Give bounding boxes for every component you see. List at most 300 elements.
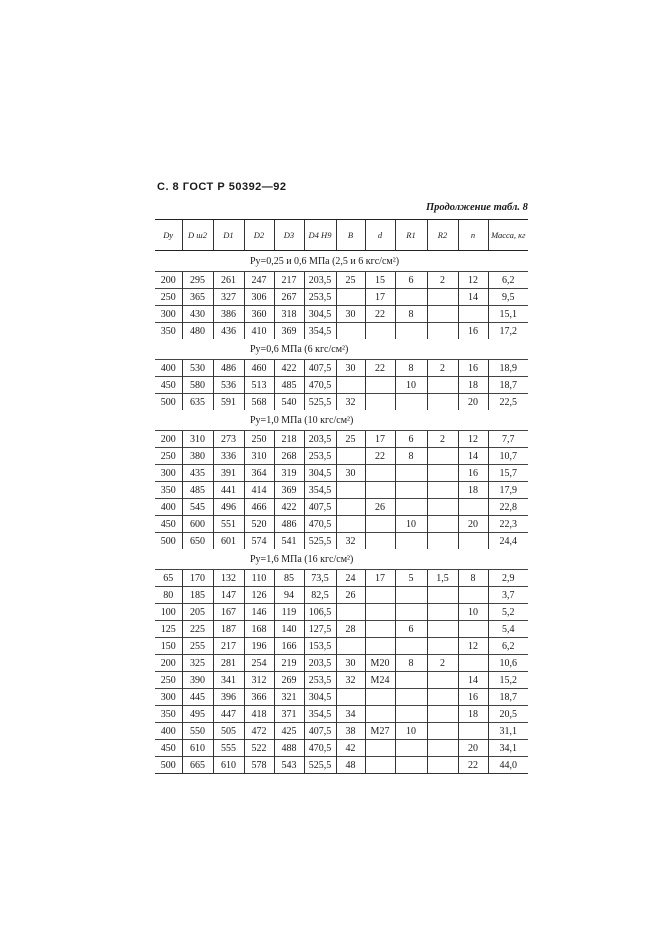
table-cell: 505 bbox=[213, 723, 244, 740]
table-cell: 150 bbox=[155, 638, 182, 655]
table-cell: 10,6 bbox=[488, 655, 528, 672]
table-row bbox=[155, 272, 528, 289]
table-cell: 269 bbox=[274, 672, 304, 689]
table-row bbox=[155, 360, 528, 377]
table-cell: 601 bbox=[213, 533, 244, 550]
table-cell bbox=[365, 757, 395, 774]
table-cell: 2 bbox=[427, 431, 458, 448]
table-row bbox=[155, 306, 528, 323]
table-cell: 495 bbox=[182, 706, 213, 723]
table-cell: 522 bbox=[244, 740, 274, 757]
table-cell: 574 bbox=[244, 533, 274, 550]
table-cell: 225 bbox=[182, 621, 213, 638]
table-cell: 32 bbox=[336, 533, 365, 550]
table-cell: 520 bbox=[244, 516, 274, 533]
table-cell: 14 bbox=[458, 672, 488, 689]
table-cell bbox=[427, 448, 458, 465]
table-cell: 450 bbox=[155, 740, 182, 757]
column-header: R1 bbox=[395, 220, 427, 251]
table-cell bbox=[336, 638, 365, 655]
table-cell: 132 bbox=[213, 570, 244, 587]
table-cell: 200 bbox=[155, 272, 182, 289]
table-cell: 6 bbox=[395, 272, 427, 289]
table-cell: 400 bbox=[155, 723, 182, 740]
table-cell: 295 bbox=[182, 272, 213, 289]
table-cell: 366 bbox=[244, 689, 274, 706]
table-cell: 9,5 bbox=[488, 289, 528, 306]
table-cell: 422 bbox=[274, 499, 304, 516]
table-cell bbox=[336, 689, 365, 706]
table-cell: 5,4 bbox=[488, 621, 528, 638]
table-cell: 568 bbox=[244, 394, 274, 411]
table-row bbox=[155, 533, 528, 550]
table-cell: 350 bbox=[155, 323, 182, 340]
table-cell bbox=[336, 499, 365, 516]
table-cell: 110 bbox=[244, 570, 274, 587]
table-cell: 488 bbox=[274, 740, 304, 757]
table-row bbox=[155, 723, 528, 740]
table-row bbox=[155, 377, 528, 394]
column-header: D2 bbox=[244, 220, 274, 251]
table-cell: 407,5 bbox=[304, 360, 336, 377]
table-continuation-label: Продолжение табл. 8 bbox=[426, 202, 528, 213]
table-cell: 18 bbox=[458, 377, 488, 394]
table-cell: 551 bbox=[213, 516, 244, 533]
table-cell: 578 bbox=[244, 757, 274, 774]
table-row bbox=[155, 757, 528, 774]
table-cell: 167 bbox=[213, 604, 244, 621]
table-row bbox=[155, 289, 528, 306]
table-cell: 371 bbox=[274, 706, 304, 723]
table-cell: 2 bbox=[427, 655, 458, 672]
table-cell: 350 bbox=[155, 482, 182, 499]
table-cell: 435 bbox=[182, 465, 213, 482]
table-cell: 16 bbox=[458, 360, 488, 377]
table-cell: 450 bbox=[155, 377, 182, 394]
table-cell: 369 bbox=[274, 323, 304, 340]
table-cell: 217 bbox=[274, 272, 304, 289]
table-cell: 312 bbox=[244, 672, 274, 689]
table-cell: 15,2 bbox=[488, 672, 528, 689]
table-cell: 25 bbox=[336, 431, 365, 448]
table-cell: 26 bbox=[365, 499, 395, 516]
table-cell: 203,5 bbox=[304, 431, 336, 448]
table-cell: 22 bbox=[365, 306, 395, 323]
table-cell: 530 bbox=[182, 360, 213, 377]
table-cell: 18,7 bbox=[488, 377, 528, 394]
table-row bbox=[155, 431, 528, 448]
table-cell bbox=[395, 289, 427, 306]
table-cell: 8 bbox=[395, 306, 427, 323]
table-cell: 304,5 bbox=[304, 689, 336, 706]
table-cell: 2,9 bbox=[488, 570, 528, 587]
table-cell bbox=[427, 482, 458, 499]
table-cell: 20,5 bbox=[488, 706, 528, 723]
table-cell: 15,1 bbox=[488, 306, 528, 323]
table-cell: 10 bbox=[458, 604, 488, 621]
table-cell: 600 bbox=[182, 516, 213, 533]
table-cell: 48 bbox=[336, 757, 365, 774]
table-cell: 486 bbox=[213, 360, 244, 377]
column-header: d bbox=[365, 220, 395, 251]
table-row bbox=[155, 448, 528, 465]
table-cell: 410 bbox=[244, 323, 274, 340]
table-cell: 268 bbox=[274, 448, 304, 465]
table-cell: M24 bbox=[365, 672, 395, 689]
table-cell: 2 bbox=[427, 360, 458, 377]
table-cell: 267 bbox=[274, 289, 304, 306]
table-cell bbox=[336, 448, 365, 465]
table-cell: 10 bbox=[395, 516, 427, 533]
table-cell bbox=[427, 394, 458, 411]
table-cell: 22,3 bbox=[488, 516, 528, 533]
table-cell: 28 bbox=[336, 621, 365, 638]
table-cell: 80 bbox=[155, 587, 182, 604]
table-row bbox=[155, 672, 528, 689]
table-cell: 119 bbox=[274, 604, 304, 621]
table-cell: 127,5 bbox=[304, 621, 336, 638]
table-row bbox=[155, 740, 528, 757]
table-cell: 250 bbox=[155, 289, 182, 306]
table-cell bbox=[427, 689, 458, 706]
table-cell: 525,5 bbox=[304, 533, 336, 550]
table-cell bbox=[365, 533, 395, 550]
table-cell: 466 bbox=[244, 499, 274, 516]
table-cell bbox=[336, 604, 365, 621]
table-cell: 422 bbox=[274, 360, 304, 377]
section-label: Py=1,0 МПа (10 кгс/см²) bbox=[250, 414, 354, 426]
table-cell: 318 bbox=[274, 306, 304, 323]
table-cell: 580 bbox=[182, 377, 213, 394]
table-cell bbox=[427, 740, 458, 757]
table-cell: 441 bbox=[213, 482, 244, 499]
section-label: Py=0,6 МПа (6 кгс/см²) bbox=[250, 343, 349, 355]
table-cell bbox=[427, 604, 458, 621]
table-cell bbox=[336, 323, 365, 340]
table-cell: 8 bbox=[395, 655, 427, 672]
table-cell: 310 bbox=[182, 431, 213, 448]
table-cell bbox=[365, 482, 395, 499]
table-cell: 247 bbox=[244, 272, 274, 289]
table-cell: 500 bbox=[155, 757, 182, 774]
table-cell: 22,8 bbox=[488, 499, 528, 516]
section-header-row bbox=[155, 549, 528, 570]
table-cell: 591 bbox=[213, 394, 244, 411]
table-cell bbox=[427, 499, 458, 516]
table-cell: 44,0 bbox=[488, 757, 528, 774]
table-cell: 261 bbox=[213, 272, 244, 289]
table-cell: 364 bbox=[244, 465, 274, 482]
table-cell: 147 bbox=[213, 587, 244, 604]
table-cell: 22 bbox=[365, 360, 395, 377]
table-cell: 306 bbox=[244, 289, 274, 306]
table-cell: 6 bbox=[395, 621, 427, 638]
table-cell bbox=[395, 672, 427, 689]
table-cell: 254 bbox=[244, 655, 274, 672]
table-cell: 18 bbox=[458, 706, 488, 723]
table-cell: 500 bbox=[155, 394, 182, 411]
table-cell bbox=[427, 621, 458, 638]
table-cell: 425 bbox=[274, 723, 304, 740]
table-row bbox=[155, 482, 528, 499]
table-cell bbox=[395, 604, 427, 621]
table-cell: 396 bbox=[213, 689, 244, 706]
table-cell: 166 bbox=[274, 638, 304, 655]
table-cell: 20 bbox=[458, 394, 488, 411]
table-cell: 250 bbox=[244, 431, 274, 448]
table-cell: 106,5 bbox=[304, 604, 336, 621]
table-cell bbox=[365, 689, 395, 706]
table-cell: 217 bbox=[213, 638, 244, 655]
table-cell: 436 bbox=[213, 323, 244, 340]
column-header: n bbox=[458, 220, 488, 251]
table-cell: 336 bbox=[213, 448, 244, 465]
table-cell: 536 bbox=[213, 377, 244, 394]
table-cell: 300 bbox=[155, 689, 182, 706]
table-row bbox=[155, 570, 528, 587]
table-cell: 32 bbox=[336, 394, 365, 411]
table-cell: 200 bbox=[155, 655, 182, 672]
table-cell: 445 bbox=[182, 689, 213, 706]
table-cell: 485 bbox=[182, 482, 213, 499]
table-cell: 30 bbox=[336, 465, 365, 482]
table-cell: 304,5 bbox=[304, 465, 336, 482]
table-cell: 470,5 bbox=[304, 740, 336, 757]
table-cell bbox=[395, 394, 427, 411]
column-header: Масса, кг bbox=[488, 220, 528, 251]
table-cell: 472 bbox=[244, 723, 274, 740]
table-cell: 22,5 bbox=[488, 394, 528, 411]
table-body bbox=[155, 251, 528, 774]
table-cell: 354,5 bbox=[304, 323, 336, 340]
table-cell: 8 bbox=[458, 570, 488, 587]
table-cell: 6 bbox=[395, 431, 427, 448]
table-cell bbox=[365, 516, 395, 533]
table-cell: 32 bbox=[336, 672, 365, 689]
table-cell bbox=[427, 672, 458, 689]
table-cell bbox=[365, 394, 395, 411]
table-cell: 219 bbox=[274, 655, 304, 672]
table-cell bbox=[365, 638, 395, 655]
table-row bbox=[155, 655, 528, 672]
section-label: Py=0,25 и 0,6 МПа (2,5 и 6 кгс/см²) bbox=[250, 255, 400, 267]
table-cell: 8 bbox=[395, 360, 427, 377]
table-cell bbox=[395, 533, 427, 550]
table-cell: 203,5 bbox=[304, 272, 336, 289]
table-cell: 610 bbox=[182, 740, 213, 757]
table-cell: 253,5 bbox=[304, 448, 336, 465]
table-cell bbox=[458, 655, 488, 672]
flange-dimensions-table bbox=[155, 219, 528, 774]
table-cell bbox=[458, 621, 488, 638]
table-cell: 6,2 bbox=[488, 272, 528, 289]
table-cell: 525,5 bbox=[304, 394, 336, 411]
table-cell bbox=[365, 706, 395, 723]
table-cell: 550 bbox=[182, 723, 213, 740]
column-header: D ш2 bbox=[182, 220, 213, 251]
table-cell: 304,5 bbox=[304, 306, 336, 323]
table-cell bbox=[458, 499, 488, 516]
table-cell: 14 bbox=[458, 448, 488, 465]
table-cell: 540 bbox=[274, 394, 304, 411]
table-cell: 327 bbox=[213, 289, 244, 306]
section-label: Py=1,6 МПа (16 кгс/см²) bbox=[250, 553, 354, 565]
table-row bbox=[155, 499, 528, 516]
table-cell: 196 bbox=[244, 638, 274, 655]
table-cell bbox=[427, 289, 458, 306]
table-cell: 450 bbox=[155, 516, 182, 533]
table-cell: 25 bbox=[336, 272, 365, 289]
table-cell: 485 bbox=[274, 377, 304, 394]
table-cell: 470,5 bbox=[304, 377, 336, 394]
table-cell: 253,5 bbox=[304, 672, 336, 689]
table-cell bbox=[458, 306, 488, 323]
table-cell: 273 bbox=[213, 431, 244, 448]
table-cell: 350 bbox=[155, 706, 182, 723]
table-cell: 407,5 bbox=[304, 499, 336, 516]
table-cell bbox=[365, 604, 395, 621]
table-cell: 15 bbox=[365, 272, 395, 289]
table-cell: 480 bbox=[182, 323, 213, 340]
table-cell: 380 bbox=[182, 448, 213, 465]
table-cell: 170 bbox=[182, 570, 213, 587]
table-cell: M27 bbox=[365, 723, 395, 740]
table-cell: 15,7 bbox=[488, 465, 528, 482]
table-cell: 126 bbox=[244, 587, 274, 604]
table-cell: 18 bbox=[458, 482, 488, 499]
table-cell: 281 bbox=[213, 655, 244, 672]
table-cell bbox=[427, 587, 458, 604]
table-cell bbox=[365, 465, 395, 482]
table-cell: 30 bbox=[336, 306, 365, 323]
table-cell: 543 bbox=[274, 757, 304, 774]
table-cell: 430 bbox=[182, 306, 213, 323]
table-cell: 31,1 bbox=[488, 723, 528, 740]
table-cell: 17 bbox=[365, 431, 395, 448]
table-cell: 30 bbox=[336, 360, 365, 377]
table-cell: 545 bbox=[182, 499, 213, 516]
table-row bbox=[155, 587, 528, 604]
table-cell bbox=[427, 723, 458, 740]
table-cell: 8 bbox=[395, 448, 427, 465]
table-cell: 17,2 bbox=[488, 323, 528, 340]
table-cell: 555 bbox=[213, 740, 244, 757]
table-cell: 65 bbox=[155, 570, 182, 587]
table-cell bbox=[427, 638, 458, 655]
table-row bbox=[155, 638, 528, 655]
table-cell: 6,2 bbox=[488, 638, 528, 655]
flange-dimensions-table-container bbox=[155, 219, 528, 774]
table-cell: 407,5 bbox=[304, 723, 336, 740]
table-cell: 447 bbox=[213, 706, 244, 723]
table-cell: 24 bbox=[336, 570, 365, 587]
table-row bbox=[155, 465, 528, 482]
table-cell: 610 bbox=[213, 757, 244, 774]
table-cell: 250 bbox=[155, 448, 182, 465]
column-header: Dy bbox=[155, 220, 182, 251]
table-cell: 300 bbox=[155, 465, 182, 482]
table-cell: 325 bbox=[182, 655, 213, 672]
table-cell: 85 bbox=[274, 570, 304, 587]
table-cell: 253,5 bbox=[304, 289, 336, 306]
table-cell bbox=[395, 587, 427, 604]
table-cell bbox=[395, 323, 427, 340]
table-cell bbox=[427, 757, 458, 774]
table-cell bbox=[427, 533, 458, 550]
table-cell: 12 bbox=[458, 638, 488, 655]
table-cell: 525,5 bbox=[304, 757, 336, 774]
table-cell: 386 bbox=[213, 306, 244, 323]
table-cell: 18,7 bbox=[488, 689, 528, 706]
table-cell: 26 bbox=[336, 587, 365, 604]
table-cell: 16 bbox=[458, 323, 488, 340]
table-cell: 486 bbox=[274, 516, 304, 533]
table-cell: 2 bbox=[427, 272, 458, 289]
table-cell bbox=[336, 516, 365, 533]
table-cell: 100 bbox=[155, 604, 182, 621]
table-cell bbox=[427, 306, 458, 323]
table-cell: 16 bbox=[458, 689, 488, 706]
table-cell: 12 bbox=[458, 431, 488, 448]
table-cell: 203,5 bbox=[304, 655, 336, 672]
table-cell bbox=[458, 723, 488, 740]
table-cell: 341 bbox=[213, 672, 244, 689]
table-cell: 635 bbox=[182, 394, 213, 411]
table-cell: 5,2 bbox=[488, 604, 528, 621]
table-cell: 391 bbox=[213, 465, 244, 482]
table-cell: 17 bbox=[365, 570, 395, 587]
section-header-row bbox=[155, 339, 528, 360]
section-header-row bbox=[155, 251, 528, 272]
table-cell: 310 bbox=[244, 448, 274, 465]
table-cell: 34 bbox=[336, 706, 365, 723]
table-row bbox=[155, 621, 528, 638]
table-cell: 3,7 bbox=[488, 587, 528, 604]
table-cell bbox=[395, 482, 427, 499]
table-header-row bbox=[155, 220, 528, 251]
table-cell: 17 bbox=[365, 289, 395, 306]
table-row bbox=[155, 604, 528, 621]
table-cell: 18,9 bbox=[488, 360, 528, 377]
table-cell: 187 bbox=[213, 621, 244, 638]
table-cell: 73,5 bbox=[304, 570, 336, 587]
table-cell: 365 bbox=[182, 289, 213, 306]
table-cell: 10 bbox=[395, 377, 427, 394]
table-cell bbox=[336, 377, 365, 394]
table-cell bbox=[365, 621, 395, 638]
table-cell: 460 bbox=[244, 360, 274, 377]
table-cell: 470,5 bbox=[304, 516, 336, 533]
table-cell: 390 bbox=[182, 672, 213, 689]
column-header: R2 bbox=[427, 220, 458, 251]
table-cell: 20 bbox=[458, 516, 488, 533]
table-cell: 82,5 bbox=[304, 587, 336, 604]
table-cell bbox=[427, 323, 458, 340]
table-cell: 42 bbox=[336, 740, 365, 757]
table-cell: 321 bbox=[274, 689, 304, 706]
table-cell: 369 bbox=[274, 482, 304, 499]
table-cell bbox=[395, 638, 427, 655]
table-cell: 10,7 bbox=[488, 448, 528, 465]
table-cell: 300 bbox=[155, 306, 182, 323]
table-cell: 400 bbox=[155, 360, 182, 377]
table-cell bbox=[365, 323, 395, 340]
column-header: D1 bbox=[213, 220, 244, 251]
table-cell bbox=[395, 465, 427, 482]
table-cell bbox=[427, 377, 458, 394]
table-row bbox=[155, 323, 528, 340]
table-cell: 17,9 bbox=[488, 482, 528, 499]
